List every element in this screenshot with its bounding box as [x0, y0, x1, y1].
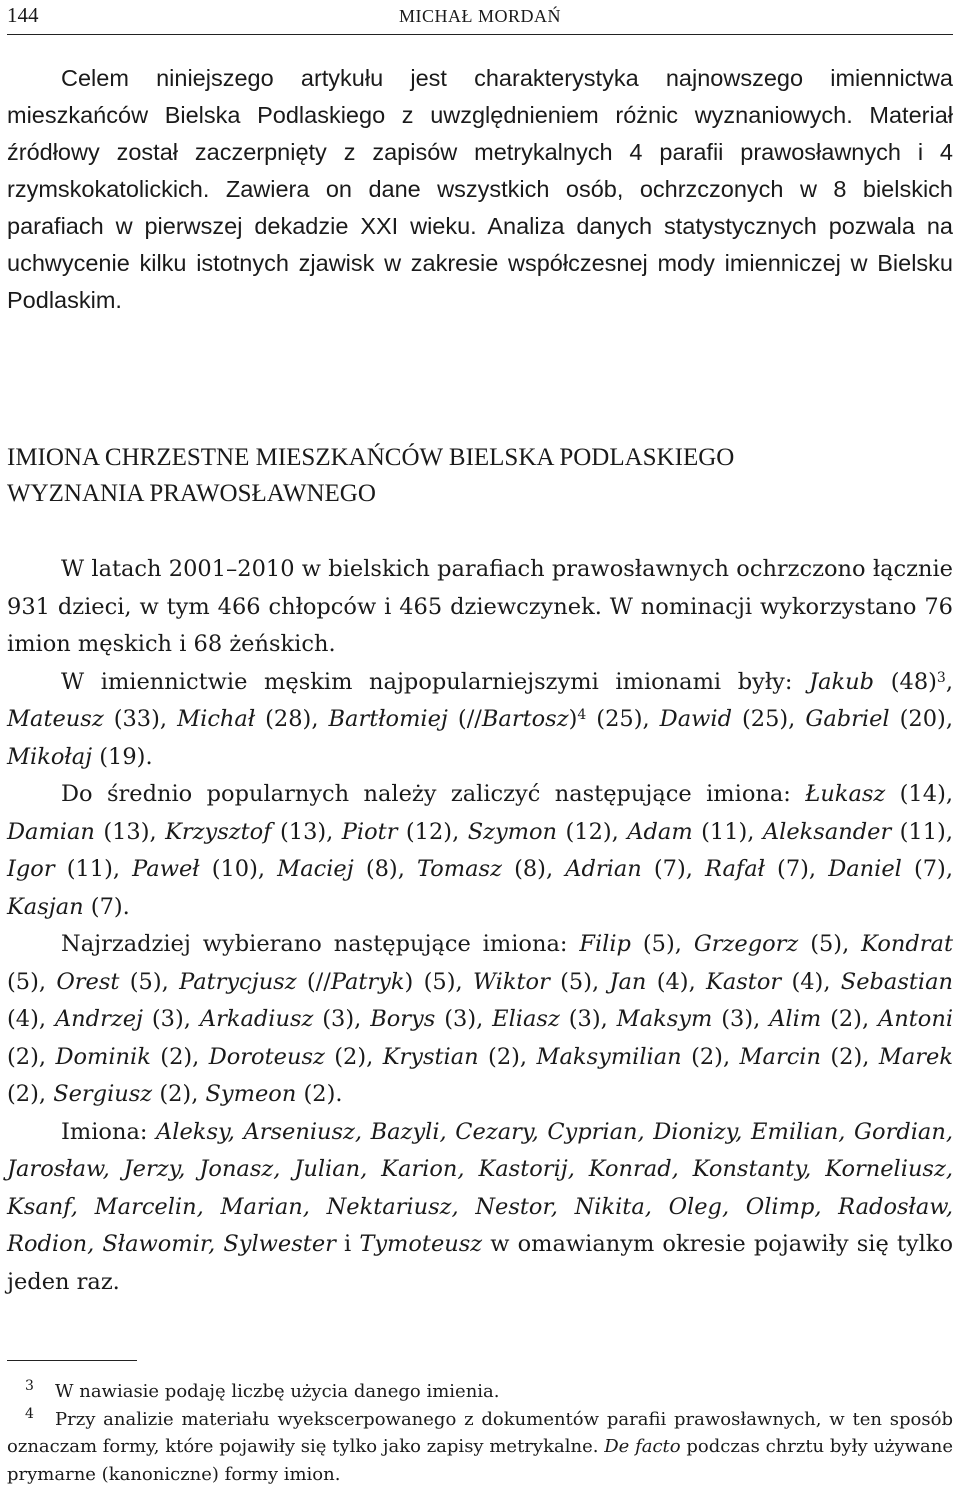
name-italic: Sebastian	[840, 968, 954, 995]
name-italic: Adrian	[565, 856, 642, 882]
name-italic: Doroteusz	[208, 1043, 325, 1070]
count: (10),	[199, 856, 278, 882]
name-italic: Igor	[7, 856, 55, 882]
footnote-text: W nawiasie podaję liczbę użycia danego imienia.	[55, 1381, 500, 1402]
name-italic: Tymoteusz	[359, 1231, 483, 1257]
count: (5),	[798, 931, 862, 957]
count: (2),	[681, 1043, 740, 1070]
count: (5),	[549, 968, 610, 995]
count: (5),	[119, 968, 180, 995]
text: i	[335, 1231, 360, 1257]
count: (11),	[891, 818, 953, 845]
name-italic: Sergiusz	[53, 1081, 153, 1107]
name-italic: Aleksy, Arseniusz, Bazyli, Cezary, Cyprian, Dionizy, Emilian, Gordian, Jarosław, Jerzy, Jonasz, Julian, Karion, Kastorij, Konrad, Konstanty, Korneliusz, Ksanf, Marcelin, Marian, Nektariusz, Nestor, Nikita, Oleg, Olimp, Radosław, Rodion, Sławomir, Sylwester	[7, 1118, 953, 1257]
text: )	[568, 706, 578, 732]
name-italic: Andrzej	[54, 1006, 143, 1032]
name-italic: Maciej	[277, 856, 354, 882]
name-italic: Dominik	[55, 1043, 151, 1070]
count: (3),	[712, 1006, 770, 1032]
body-text	[7, 551, 953, 1301]
name-italic: Patrycjusz	[179, 968, 297, 995]
name-italic: Wiktor	[472, 968, 550, 995]
count: (13),	[94, 818, 166, 845]
count: (19).	[92, 743, 153, 770]
count: (14),	[885, 781, 953, 807]
name-italic: Tomasz	[416, 856, 502, 882]
section-heading-line-2: WYZNANIA PRAWOSŁAWNEGO	[7, 480, 376, 507]
count: (12),	[397, 818, 468, 845]
count: (2).	[296, 1081, 343, 1107]
name-italic: Dawid	[659, 706, 732, 732]
name-italic: Grzegorz	[693, 931, 799, 957]
name-italic: Jan	[609, 968, 647, 995]
name-italic: Krzysztof	[165, 818, 272, 845]
count: (4),	[781, 968, 841, 995]
count: (//	[296, 968, 331, 995]
count: (20),	[889, 706, 953, 732]
name-italic: Eliasz	[492, 1006, 560, 1032]
text: Najrzadziej wybierano następujące imiona:	[61, 931, 580, 957]
footnote-ref-4[interactable]: 4	[577, 707, 587, 723]
name-italic: Aleksander	[762, 818, 892, 845]
count: (2),	[478, 1043, 537, 1070]
name-italic: Daniel	[828, 856, 902, 882]
count: (2),	[821, 1006, 879, 1032]
count: (7),	[764, 856, 829, 882]
footnote-3: $^3$ W nawiasie podaję liczbę użycia danego imienia.	[25, 1378, 500, 1402]
text: w omawianym okresie pojawiły się tylko jeden raz.	[7, 1231, 953, 1295]
name-italic: Maksym	[616, 1006, 713, 1032]
footnote-italic: De facto	[604, 1436, 681, 1457]
count: (7).	[83, 893, 130, 920]
count: (3),	[559, 1006, 617, 1032]
footnote-text: podczas chrztu były używane prymarne (kanoniczne) formy imion.	[7, 1436, 954, 1485]
footnote-divider	[7, 1360, 137, 1361]
name-italic: Rafał	[705, 856, 765, 882]
count: (4),	[646, 968, 707, 995]
count: (7),	[641, 856, 705, 882]
count: (8),	[353, 856, 417, 882]
count: (13),	[271, 818, 342, 845]
count: (12),	[557, 818, 628, 845]
footnote-ref-3[interactable]: 3	[936, 669, 946, 686]
name-italic: Arkadiusz	[199, 1006, 314, 1032]
count: (7),	[901, 856, 953, 882]
count: (25),	[731, 706, 806, 732]
paragraph-popular-male-names	[7, 664, 953, 777]
name-italic: Jakub	[809, 668, 875, 695]
count: (11),	[54, 856, 133, 882]
name-italic: Orest	[56, 968, 120, 995]
name-italic: Marek	[878, 1043, 953, 1070]
count: (2),	[7, 1081, 54, 1107]
name-italic: Filip	[579, 931, 631, 957]
name-italic: Paweł	[132, 856, 200, 882]
name-italic: Adam	[627, 818, 693, 845]
name-italic: Gabriel	[805, 706, 890, 732]
count: (2),	[7, 1043, 56, 1070]
count: (8),	[501, 856, 566, 882]
name-italic: Damian	[7, 818, 95, 845]
count: (2),	[150, 1043, 209, 1070]
section-heading-line-1: IMIONA CHRZESTNE MIESZKAŃCÓW BIELSKA PODLASKIEGO	[7, 444, 735, 471]
text: Imiona:	[61, 1118, 157, 1145]
count: (5),	[630, 931, 694, 957]
count: (28),	[255, 706, 329, 732]
paragraph-baptism-totals: W latach 2001–2010 w bielskich parafiach prawosławnych ochrzczono łącznie 931 dzieci, w tym 466 chłopców i 465 dziewczynek. W nominacji wykorzystano 76 imion męskich i 68 żeńskich.	[7, 556, 953, 657]
name-italic: Bartosz	[481, 706, 569, 732]
name-italic: Symeon	[205, 1081, 297, 1107]
count: (5),	[7, 968, 57, 995]
page-number: 144	[7, 3, 39, 27]
name-italic: Łukasz	[805, 781, 886, 807]
name-italic: Patryk	[330, 968, 405, 995]
count: (33),	[103, 706, 178, 732]
name-italic: Alim	[769, 1006, 822, 1032]
abstract: Celem niniejszego artykułu jest charakterystyka najnowszego imiennictwa mieszkańców Bielska Podlaskiego z uwzględnieniem różnic wyznaniowych. Materiał źródłowy został zaczerpnięty z zapisów metrykalnych 4 parafii prawosławnych i 4 rzymskokatolickich. Zawiera on dane wszystkich osób, ochrzczonych w 8 bielskich parafiach w pierwszej dekadzie XXI wieku. Analiza danych statystycznych pozwala na uchwycenie kilku istotnych zjawisk w zakresie współczesnej mody imienniczej w Bielsku Podlaskim.	[7, 65, 953, 313]
text: (//	[447, 706, 482, 732]
name-list	[7, 931, 953, 1107]
count: (2),	[821, 1043, 879, 1070]
text: Do średnio popularnych należy zaliczyć następujące imiona:	[61, 781, 806, 807]
name-italic: Piotr	[341, 818, 398, 845]
count: (11),	[692, 818, 763, 845]
name-italic: Mikołaj	[7, 743, 93, 770]
count: (48)	[874, 668, 937, 695]
count: (3),	[435, 1006, 493, 1032]
paragraph-rare-names	[7, 926, 953, 1114]
name-italic: Borys	[370, 1006, 436, 1032]
text: ,	[945, 668, 953, 695]
name-italic: Szymon	[467, 818, 558, 845]
name-italic: Kondrat	[861, 931, 954, 957]
name-italic: Antoni	[878, 1006, 954, 1032]
count: (2),	[324, 1043, 383, 1070]
text: W imiennictwie męskim najpopularniejszymi imionami były:	[61, 668, 810, 695]
count: (2),	[152, 1081, 206, 1107]
count: (3),	[313, 1006, 371, 1032]
name-italic: Marcin	[739, 1043, 821, 1070]
name-italic: Kasjan	[7, 893, 84, 920]
running-head	[7, 0, 953, 35]
paragraph-single-use-names	[7, 1114, 953, 1302]
paragraph-medium-popular-names	[7, 776, 953, 926]
name-italic: Krystian	[382, 1043, 479, 1070]
count: (4),	[7, 1006, 55, 1032]
footnotes	[7, 1378, 953, 1488]
count: ) (5),	[404, 968, 473, 995]
count: (25),	[586, 706, 660, 732]
footnote-text: Przy analizie materiału wyekscerpowanego z dokumentów parafii prawosławnych, w ten sposób oznaczam formy, które pojawiły się tylko jako zapisy metrykalne.	[7, 1408, 953, 1457]
name-italic: Mateusz	[7, 706, 104, 732]
count: (3),	[142, 1006, 200, 1032]
name-italic: Maksymilian	[536, 1043, 682, 1070]
name-italic: Kastor	[706, 968, 782, 995]
name-italic: Bartłomiej	[328, 706, 448, 732]
section-heading	[7, 440, 953, 512]
footnote-4: $^4$ Przy analizie materiału wyekscerpowanego z dokumentów parafii prawosławnych, w ten sposób oznaczam formy, które pojawiły się tylko jako zapisy metrykalne. De facto podczas chrztu były używane prymarne (kanoniczne) formy imion.	[7, 1405, 954, 1485]
running-head-author: MICHAŁ MORDAŃ	[398, 6, 561, 26]
name-italic: Michał	[177, 706, 256, 732]
